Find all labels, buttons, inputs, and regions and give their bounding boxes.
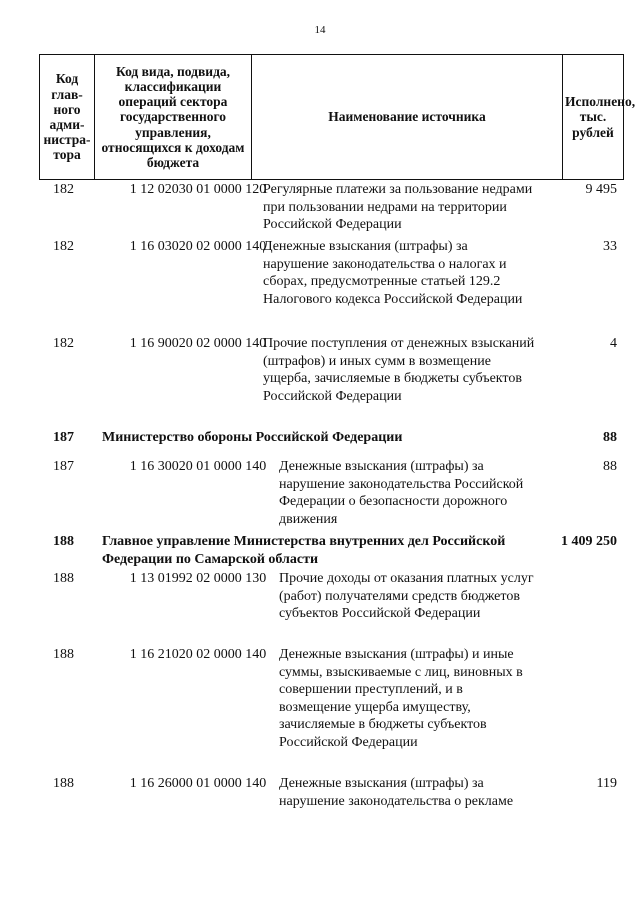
row-source-name: Прочие поступления от денежных взысканий (штрафов) и иных сумм в возмещение ущерба, зачисляемые в бюджеты субъектов Российской Федерации bbox=[263, 336, 535, 404]
row-classification-code: 1 12 02030 01 0000 120 bbox=[129, 182, 267, 197]
row-admin-code: 188 bbox=[53, 647, 74, 662]
row-classification-code: 1 16 30020 01 0000 140 bbox=[129, 459, 267, 474]
row-source-name: Денежные взыскания (штрафы) и иные суммы, взыскиваемые с лиц, виновных в совершении преступлений, и в возмещение ущерба имуществу, зачисляемые в бюджеты субъектов Российской Федерации bbox=[279, 647, 523, 750]
page-number: 14 bbox=[314, 24, 326, 36]
row-admin-code: 188 bbox=[53, 534, 74, 549]
row-admin-code: 182 bbox=[53, 182, 74, 197]
row-admin-code: 187 bbox=[53, 430, 74, 445]
header-classification-code: Код вида, подвида, классификации операций сектора государственного управления, относящихся к доходам бюджета bbox=[95, 55, 252, 180]
row-source-name: Денежные взыскания (штрафы) за нарушение законодательства о налогах и сборах, предусмотренные статьей 129.2 Налогового кодекса Российской Федерации bbox=[263, 239, 523, 307]
table-row bbox=[39, 429, 623, 458]
row-amount: 33 bbox=[603, 239, 617, 254]
table-row bbox=[39, 238, 623, 335]
row-admin-code: 187 bbox=[53, 459, 74, 474]
row-classification-code: 1 16 21020 02 0000 140 bbox=[129, 647, 267, 662]
row-classification-code: 1 16 26000 01 0000 140 bbox=[129, 776, 267, 791]
header-source-name: Наименование источника bbox=[252, 55, 563, 180]
table-row bbox=[39, 646, 623, 775]
table-row bbox=[39, 458, 623, 533]
row-amount: 9 495 bbox=[585, 182, 617, 197]
table-row bbox=[39, 335, 623, 429]
row-source-name: Денежные взыскания (штрафы) за нарушение законодательства о рекламе bbox=[279, 776, 514, 809]
row-classification-code: 1 16 03020 02 0000 140 bbox=[129, 239, 267, 254]
table-row bbox=[39, 775, 623, 835]
row-classification-code: 1 13 01992 02 0000 130 bbox=[129, 571, 267, 586]
row-source-name: Денежные взыскания (штрафы) за нарушение законодательства Российской Федерации о безопасности дорожного движения bbox=[279, 459, 524, 527]
row-amount: 4 bbox=[610, 336, 617, 351]
table-header bbox=[39, 54, 636, 180]
row-admin-code: 182 bbox=[53, 336, 74, 351]
row-source-name: Прочие доходы от оказания платных услуг (работ) получателями средств бюджетов субъектов Российской Федерации bbox=[279, 571, 534, 621]
table-row bbox=[39, 181, 623, 238]
row-admin-code: 188 bbox=[53, 776, 74, 791]
row-ministry-title: Главное управление Министерства внутренних дел Российской Федерации по Самарской области bbox=[102, 534, 506, 567]
row-source-name: Регулярные платежи за пользование недрами при пользовании недрами на территории Российской Федерации bbox=[263, 182, 533, 232]
row-amount: 88 bbox=[603, 459, 617, 474]
row-amount: 1 409 250 bbox=[561, 534, 617, 549]
row-admin-code: 188 bbox=[53, 571, 74, 586]
row-ministry-title: Министерство обороны Российской Федерации bbox=[102, 430, 403, 445]
row-admin-code: 182 bbox=[53, 239, 74, 254]
table-body bbox=[39, 181, 623, 835]
table-row bbox=[39, 533, 623, 570]
table-row bbox=[39, 570, 623, 646]
row-classification-code: 1 16 90020 02 0000 140 bbox=[129, 336, 267, 351]
row-amount: 119 bbox=[596, 776, 617, 791]
row-amount: 88 bbox=[603, 430, 617, 445]
header-admin-code: Код глав-ного адми-нистра-тора bbox=[40, 55, 95, 180]
header-executed-amount: Исполнено, тыс. рублей bbox=[563, 55, 624, 180]
